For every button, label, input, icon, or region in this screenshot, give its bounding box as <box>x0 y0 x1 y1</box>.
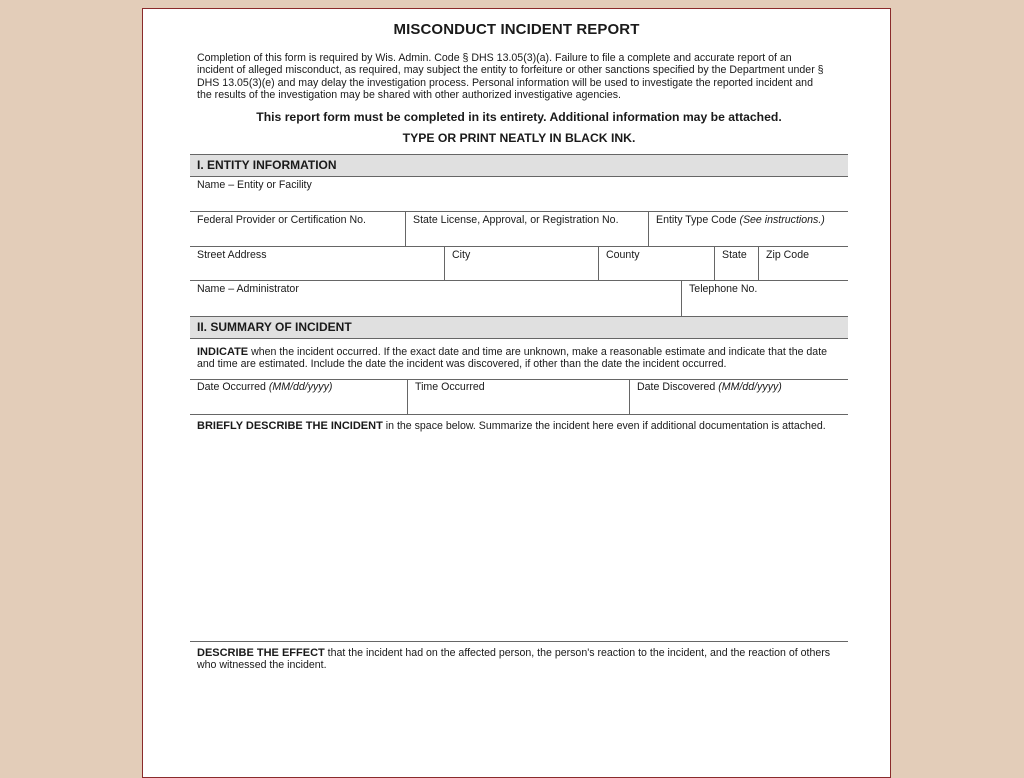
administrator-field[interactable] <box>190 281 681 316</box>
indicate-text: when the incident occurred. If the exact date and time are unknown, make a reasonable estimate and indicate that the date and time are estimated. Include the date the incident was discovered, if other than the date the incident occurred. <box>197 346 828 371</box>
telephone-label: Telephone No. <box>689 283 758 295</box>
completion-notice: This report form must be completed in its entirety. Additional information may be attached. <box>256 110 782 124</box>
entity-name-field[interactable] <box>190 177 848 211</box>
describe-text: in the space below. Summarize the incident here even if additional documentation is attached. <box>382 420 826 432</box>
date-discovered-label: Date Discovered <box>637 381 719 393</box>
state-license-label: State License, Approval, or Registration No. <box>413 214 619 226</box>
state-license-field[interactable] <box>405 212 648 246</box>
divider <box>190 641 848 642</box>
entity-name-label: Name – Entity or Facility <box>197 179 312 191</box>
form-page <box>142 8 891 778</box>
form-title: MISCONDUCT INCIDENT REPORT <box>393 21 640 38</box>
date-discovered-hint: (MM/dd/yyyy) <box>718 381 782 393</box>
describe-bold: BRIEFLY DESCRIBE THE INCIDENT <box>197 420 383 432</box>
indicate-instructions <box>197 346 847 371</box>
county-label: County <box>606 249 640 261</box>
describe-instructions <box>197 420 847 432</box>
time-occurred-field[interactable] <box>407 379 629 414</box>
ink-notice: TYPE OR PRINT NEATLY IN BLACK INK. <box>402 131 636 145</box>
date-occurred-label: Date Occurred <box>197 381 269 393</box>
administrator-label: Name – Administrator <box>197 283 299 295</box>
section-entity-heading: I. ENTITY INFORMATION <box>190 154 848 177</box>
effect-instructions <box>197 647 847 672</box>
county-field[interactable] <box>598 247 714 280</box>
state-label: State <box>722 249 747 261</box>
city-field[interactable] <box>444 247 598 280</box>
date-occurred-hint: (MM/dd/yyyy) <box>268 381 333 393</box>
entity-type-hint: (See instructions.) <box>739 214 825 226</box>
street-address-field[interactable] <box>190 247 444 280</box>
federal-provider-field[interactable] <box>190 212 405 246</box>
city-label: City <box>452 249 471 261</box>
street-address-label: Street Address <box>197 249 267 261</box>
intro-paragraph: Completion of this form is required by Wis. Admin. Code § DHS 13.05(3)(a). Failure to file a complete and accurate report of an incident of alleged misconduct, as required, may subject the entity to forfeiture or other sanctions specified by the Department under § DHS 13.05(3)(e) and may delay the investigation process. Personal information will be used to investigate the reported incident and the results of the investigation may be shared with other authorized investigative agencies. <box>197 52 824 102</box>
provider-row <box>190 212 848 247</box>
effect-bold: DESCRIBE THE EFFECT <box>197 647 325 659</box>
section-summary-heading: II. SUMMARY OF INCIDENT <box>190 316 848 339</box>
date-discovered-field[interactable] <box>629 379 848 414</box>
indicate-bold: INDICATE <box>197 346 249 358</box>
entity-name-row <box>190 177 848 212</box>
state-field[interactable] <box>714 247 758 280</box>
federal-provider-label: Federal Provider or Certification No. <box>197 214 366 226</box>
effect-text: that the incident had on the affected person, the person's reaction to the incident, and the reaction of others who witnessed the incident. <box>197 647 831 672</box>
dates-row <box>190 379 848 415</box>
effect-description-area[interactable] <box>190 675 848 769</box>
address-row <box>190 247 848 281</box>
telephone-field[interactable] <box>681 281 848 316</box>
zip-code-field[interactable] <box>758 247 848 280</box>
incident-description-area[interactable] <box>190 437 848 641</box>
entity-type-field[interactable] <box>648 212 848 246</box>
zip-code-label: Zip Code <box>766 249 809 261</box>
entity-type-label: Entity Type Code <box>656 214 737 226</box>
time-occurred-label: Time Occurred <box>415 381 485 393</box>
administrator-row <box>190 281 848 316</box>
date-occurred-field[interactable] <box>190 379 407 414</box>
